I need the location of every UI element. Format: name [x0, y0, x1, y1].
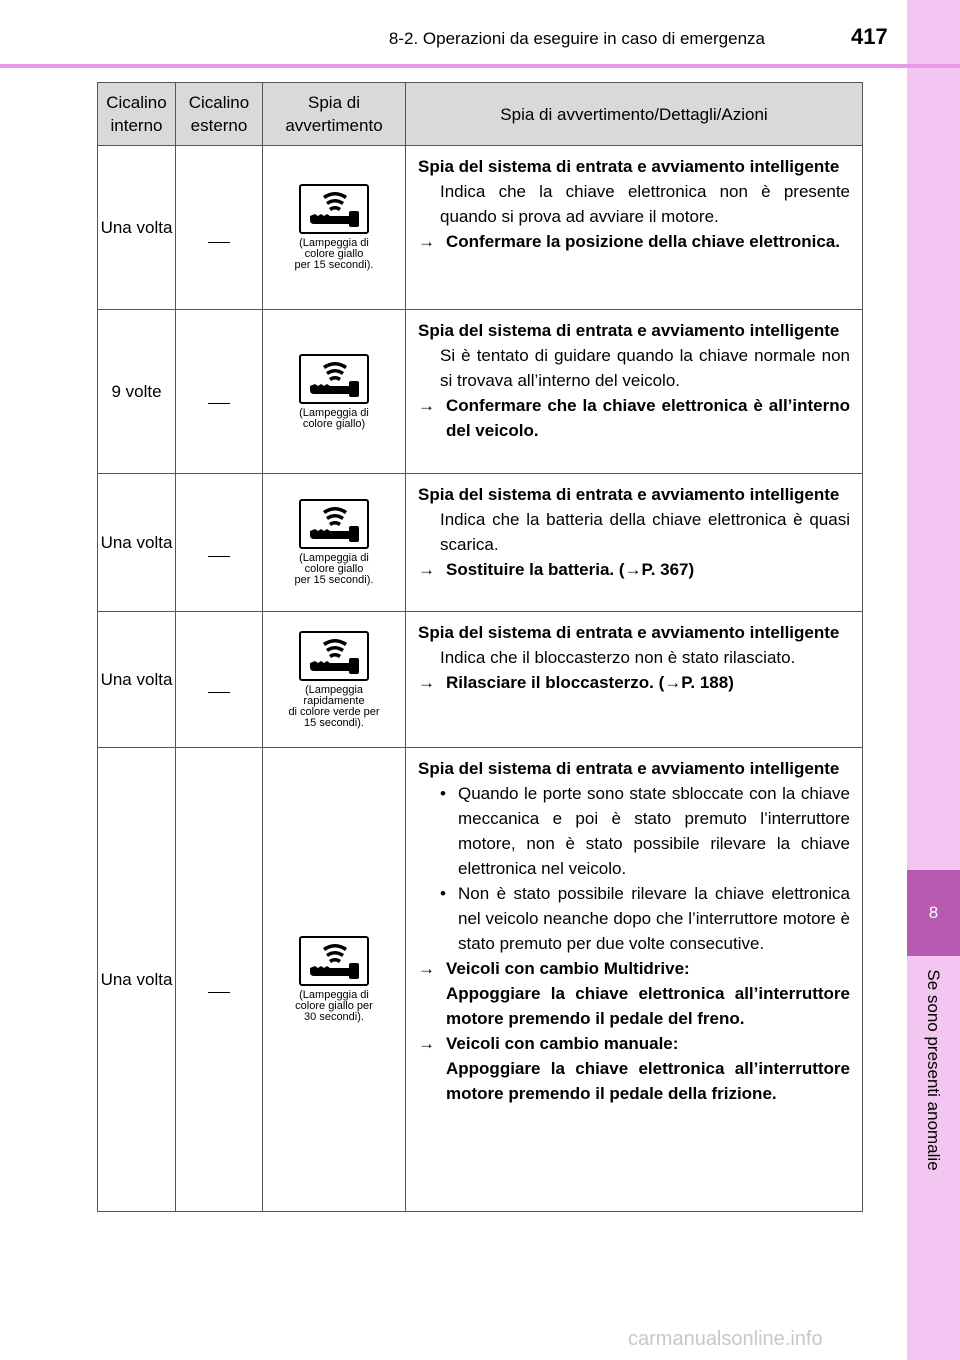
detail-text: Indica che la chiave elettronica non è presente quando si prova ad avviare il motore.: [440, 182, 850, 226]
column-header: Cicalino interno: [98, 83, 176, 146]
chapter-number: 8: [928, 903, 939, 922]
action-item: [418, 1031, 850, 1106]
action-text: Confermare che la chiave elettronica è all’interno del veicolo.: [446, 396, 850, 440]
table-header-row: [98, 83, 863, 146]
chapter-label: Se sono presenti anomalie: [924, 969, 943, 1171]
system-title: Spia del sistema di entrata e avviamento intelligente: [418, 759, 840, 778]
external-buzzer-cell: [176, 310, 263, 474]
lamp-note: (Lampeggia di colore giallo per 30 secondi).: [295, 989, 373, 1023]
action-text: Rilasciare il bloccasterzo. (→P. 188): [446, 673, 734, 692]
warning-lamp-cell: [263, 310, 406, 474]
warning-lamp-cell: [263, 474, 406, 612]
lamp-note: (Lampeggia di colore giallo per 15 secondi).: [294, 237, 374, 271]
page-number: 417: [851, 24, 888, 49]
smart-key-warning-icon: [299, 184, 369, 234]
table-row: [98, 146, 863, 310]
action-item: [418, 670, 850, 695]
action-text: Sostituire la batteria. (→P. 367): [446, 560, 695, 579]
arrow-icon: →: [418, 396, 435, 415]
lamp-note: (Lampeggia di colore giallo per 15 secondi).: [294, 552, 374, 586]
system-title: Spia del sistema di entrata e avviamento intelligente: [418, 321, 840, 340]
action-item: [418, 393, 850, 443]
action-text: Appoggiare la chiave elettronica all’interruttore motore premendo il pedale della frizione.: [446, 1059, 850, 1103]
smart-key-warning-icon: [299, 631, 369, 681]
bullet-icon: •: [440, 884, 446, 903]
action-item: [418, 956, 850, 1031]
arrow-icon: →: [418, 959, 435, 978]
external-buzzer-cell: [176, 612, 263, 748]
watermark: carmanualsonline.info: [628, 1328, 823, 1350]
dash: [208, 992, 230, 993]
detail-text: Si è tentato di guidare quando la chiave normale non si trovava all’interno del veicolo.: [440, 346, 850, 390]
description-cell: [406, 612, 863, 748]
dash: [208, 692, 230, 693]
description-cell: [406, 310, 863, 474]
arrow-icon: →: [418, 673, 435, 692]
warning-lamp-cell: [263, 748, 406, 1212]
warning-lamp-cell: [263, 612, 406, 748]
dash: [208, 556, 230, 557]
internal-buzzer-count: 9 volte: [98, 310, 176, 474]
action-text: Appoggiare la chiave elettronica all’interruttore motore premendo il pedale del freno.: [446, 984, 850, 1028]
internal-buzzer-count: Una volta: [98, 612, 176, 748]
action-text: Confermare la posizione della chiave elettronica.: [446, 232, 840, 251]
lamp-note: (Lampeggia di colore giallo): [299, 406, 369, 430]
action-item: [418, 229, 850, 254]
action-heading: Veicoli con cambio Multidrive:: [446, 959, 690, 978]
description-cell: [406, 748, 863, 1212]
smart-key-warning-icon: [299, 499, 369, 549]
action-heading: Veicoli con cambio manuale:: [446, 1034, 679, 1053]
bullet-text: Non è stato possibile rilevare la chiave elettronica nel veicolo neanche dopo che l’interruttore motore è stato premuto per due volte consecutive.: [458, 884, 850, 953]
dash: [208, 403, 230, 404]
column-header: Spia di avvertimento: [263, 83, 406, 146]
arrow-icon: →: [418, 1034, 435, 1053]
action-item: [418, 557, 850, 582]
detail-text: Indica che la batteria della chiave elettronica è quasi scarica.: [440, 510, 850, 554]
chapter-number-badge: [907, 870, 960, 956]
lamp-note: (Lampeggia rapidamente di colore verde per 15 secondi).: [288, 683, 380, 729]
external-buzzer-cell: [176, 474, 263, 612]
warning-table: [97, 82, 863, 1212]
bullet-item: [418, 881, 850, 956]
external-buzzer-cell: [176, 748, 263, 1212]
column-header: Spia di avvertimento/Dettagli/Azioni: [406, 83, 863, 146]
external-buzzer-cell: [176, 146, 263, 310]
section-title: 8-2. Operazioni da eseguire in caso di emergenza: [388, 29, 765, 48]
table-row: [98, 748, 863, 1212]
bullet-icon: •: [440, 784, 446, 803]
detail-text: Indica che il bloccasterzo non è stato rilasciato.: [440, 648, 796, 667]
system-title: Spia del sistema di entrata e avviamento intelligente: [418, 485, 840, 504]
system-title: Spia del sistema di entrata e avviamento intelligente: [418, 623, 840, 642]
table-row: [98, 474, 863, 612]
header-rule: [0, 64, 960, 68]
dash: [208, 242, 230, 243]
internal-buzzer-count: Una volta: [98, 474, 176, 612]
system-title: Spia del sistema di entrata e avviamento intelligente: [418, 157, 840, 176]
warning-lamp-cell: [263, 146, 406, 310]
description-cell: [406, 146, 863, 310]
table-row: [98, 310, 863, 474]
smart-key-warning-icon: [299, 936, 369, 986]
description-cell: [406, 474, 863, 612]
column-header: Cicalino esterno: [176, 83, 263, 146]
arrow-icon: →: [418, 560, 435, 579]
internal-buzzer-count: Una volta: [98, 748, 176, 1212]
smart-key-warning-icon: [299, 354, 369, 404]
bullet-item: [418, 781, 850, 881]
table-row: [98, 612, 863, 748]
internal-buzzer-count: Una volta: [98, 146, 176, 310]
bullet-text: Quando le porte sono state sbloccate con la chiave meccanica e poi è stato premuto l’interruttore motore, non è stato possibile rilevare la chiave elettronica nel veicolo.: [458, 784, 850, 878]
arrow-icon: →: [418, 232, 435, 251]
